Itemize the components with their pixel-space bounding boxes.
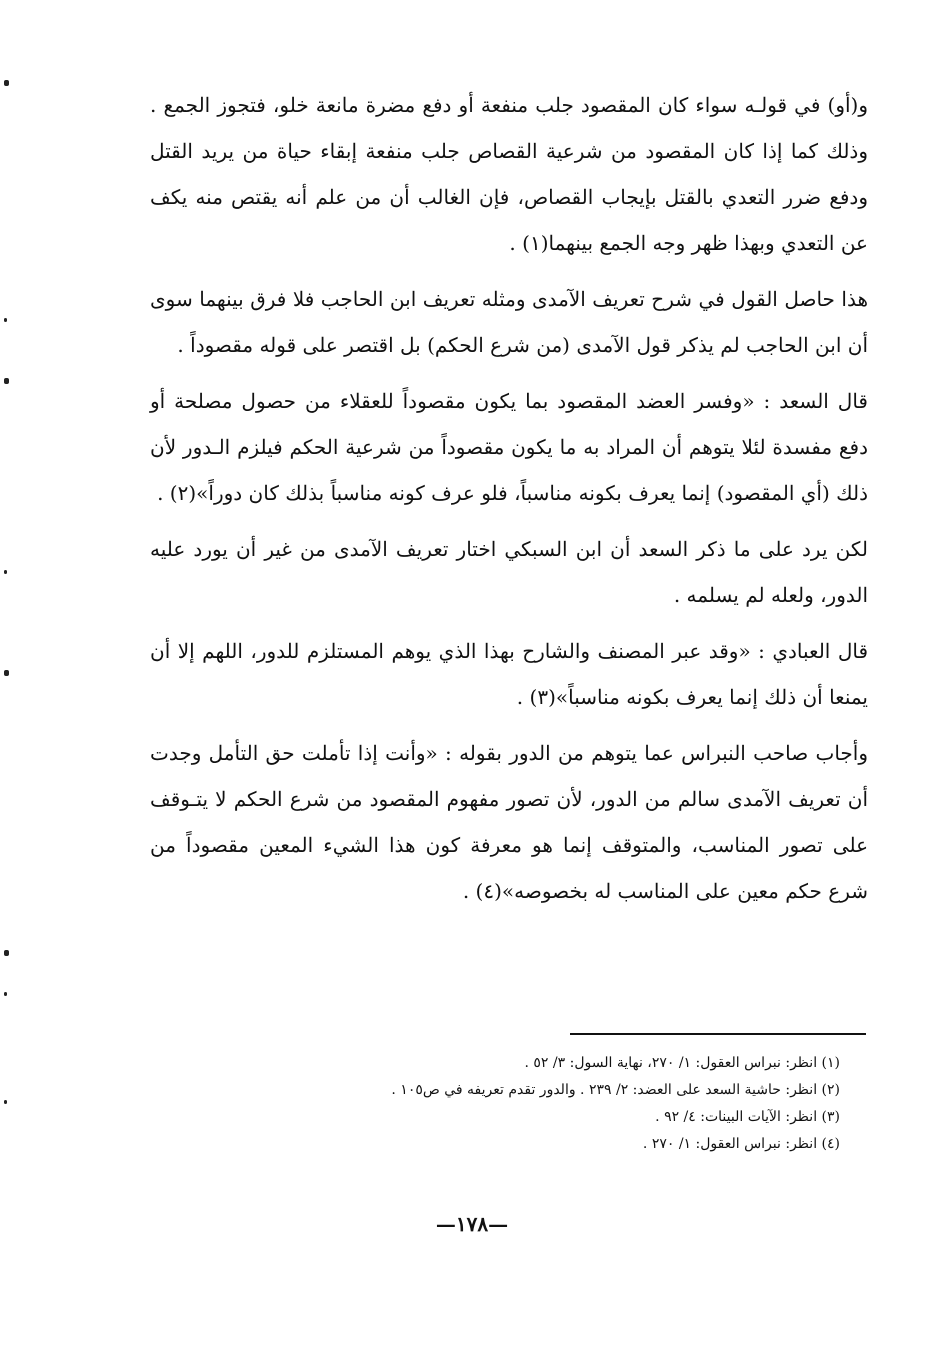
scan-mark <box>4 378 9 384</box>
paragraph-4: لكن يرد على ما ذكر السعد أن ابن السبكي اختار تعريف الآمدى من غير أن يورد عليه الدور، ولعله لم يسلمه . <box>150 537 868 607</box>
footnotes <box>150 1050 840 1158</box>
scan-mark <box>4 670 9 676</box>
footnote-1: (١) انظر: نبراس العقول: ١/ ٢٧٠، نهاية السول: ٣/ ٥٢ . <box>524 1055 840 1071</box>
scan-mark <box>4 570 7 574</box>
main-text <box>150 82 868 924</box>
scan-mark <box>4 318 7 322</box>
paragraph-5: قال العبادي : «وقد عبر المصنف والشارح بهذا الذي يوهم المستلزم للدور، اللهم إلا أن يمنعا أن ذلك إنما يعرف بكونه مناسباً»(٣) . <box>150 639 868 709</box>
scan-mark <box>4 1100 7 1104</box>
footnote-4: (٤) انظر: نبراس العقول: ١/ ٢٧٠ . <box>642 1136 840 1152</box>
paragraph-6: وأجاب صاحب النبراس عما يتوهم من الدور بقوله : «وأنت إذا تأملت حق التأمل وجدت أن تعريف الآمدى سالم من الدور، لأن تصور مفهوم المقصود من شرع الحكم لا يتـوقف على تصور المناسب، والمتوقف إنما هو معرفة كون هذا الشيء المعين مقصوداً من شرع حكم معين على المناسب له بخصوصه»(٤) . <box>150 741 868 903</box>
paragraph-3: قال السعد : «وفسر العضد المقصود بما يكون مقصوداً للعقلاء من حصول مصلحة أو دفع مفسدة لئلا يتوهم أن المراد به ما يكون مقصوداً من شرعية الحكم فيلزم الـدور لأن ذلك (أي المقصود) إنما يعرف بكونه مناسباً، فلو عرف كونه مناسباً بذلك كان دوراً»(٢) . <box>150 389 869 505</box>
footnote-2: (٢) انظر: حاشية السعد على العضد: ٢/ ٢٣٩ . والدور تقدم تعريفه في ص١٠٥ . <box>391 1082 840 1098</box>
scan-mark <box>4 950 9 956</box>
paragraph-2: هذا حاصل القول في شرح تعريف الآمدى ومثله تعريف ابن الحاجب فلا فرق بينهما سوى أن ابن الحاجب لم يذكر قول الآمدى (من شرع الحكم) بل اقتصر على قوله مقصوداً . <box>150 287 868 357</box>
paragraph-1: و(أو) في قولـه سواء كان المقصود جلب منفعة أو دفع مضرة مانعة خلو، فتجوز الجمع . وذلك كما إذا كان المقصود من شرعية القصاص جلب منفعة إبقاء حياة من يريد القتل ودفع ضرر التعدي بالقتل بإيجاب القصاص، فإن الغالب أن من علم أنه يقتص منه يكف عن التعدي وبهذا ظهر وجه الجمع بينهما(١) . <box>150 93 869 255</box>
footnote-divider <box>570 1033 866 1035</box>
scan-mark <box>4 992 7 996</box>
scan-mark <box>4 80 9 86</box>
footnote-3: (٣) انظر: الآيات البينات: ٤/ ٩٢ . <box>655 1109 840 1125</box>
page-number: —١٧٨— <box>435 1212 509 1236</box>
